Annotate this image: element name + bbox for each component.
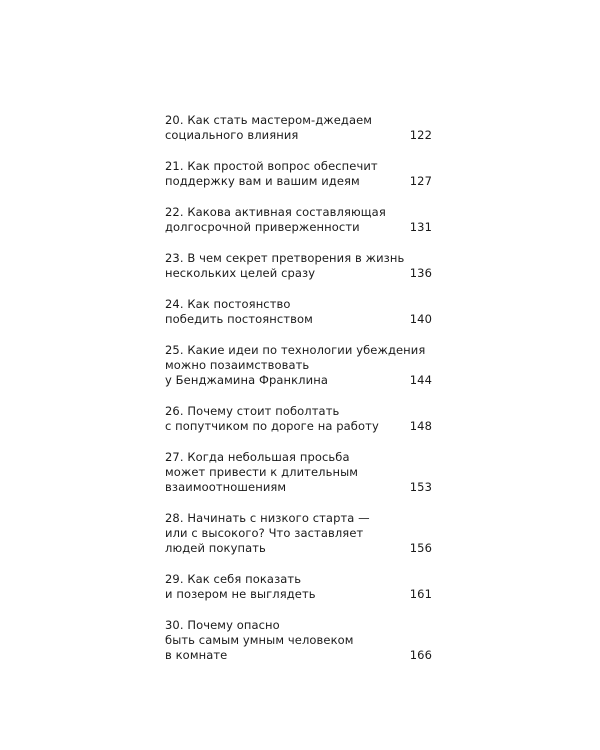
toc-entry-title-line: 23. В чем секрет претворения в жизнь (165, 251, 405, 265)
toc-entry-23 (165, 251, 432, 281)
toc-entry-28 (165, 511, 432, 556)
toc-entry-24 (165, 297, 432, 327)
toc-entry-title-line: в комнате (165, 648, 228, 662)
toc-entry-20 (165, 113, 432, 143)
toc-entry-title-line: 27. Когда небольшая просьба (165, 450, 350, 464)
toc-entry-title-line: или с высокого? Что заставляет (165, 526, 364, 540)
toc-entry-22 (165, 205, 432, 235)
toc-entry-title-line: социального влияния (165, 128, 299, 142)
toc-entry-title-line: 22. Какова активная составляющая (165, 205, 386, 219)
toc-entry-title-line: 24. Как постоянство (165, 297, 291, 311)
toc-entry-title-line: 21. Как простой вопрос обеспечит (165, 159, 378, 173)
toc-page-number: 148 (409, 419, 432, 433)
toc-entry-21 (165, 159, 432, 189)
toc-entry-title-line: нескольких целей сразу (165, 266, 316, 280)
toc-page-number: 156 (409, 541, 432, 555)
toc-entry-title-line: 25. Какие идеи по технологии убеждения (165, 343, 426, 357)
toc-entry-title-line: и позером не выглядеть (165, 587, 316, 601)
toc-entry-title-line: 30. Почему опасно (165, 618, 280, 632)
toc-entry-title-line: 28. Начинать с низкого старта — (165, 511, 370, 525)
toc-page-number: 144 (409, 373, 432, 387)
toc-page-number: 153 (409, 480, 432, 494)
toc-entry-title-line: 29. Как себя показать (165, 572, 302, 586)
toc-page-number: 140 (409, 312, 432, 326)
toc-page-number: 131 (409, 220, 432, 234)
toc-entry-title-line: быть самым умным человеком (165, 633, 354, 647)
toc-entry-title-line: взаимоотношениям (165, 480, 287, 494)
toc-page-number: 166 (409, 648, 432, 662)
toc-entry-title-line: людей покупать (165, 541, 266, 555)
toc-page-number: 161 (409, 587, 432, 601)
toc-entry-26 (165, 404, 432, 434)
toc-page-number: 136 (409, 266, 432, 280)
toc-entry-title-line: долгосрочной приверженности (165, 220, 360, 234)
toc-entry-title-line: с попутчиком по дороге на работу (165, 419, 379, 433)
toc-entry-title-line: может привести к длительным (165, 465, 359, 479)
toc-entry-27 (165, 450, 432, 495)
toc-entry-title-line: победить постоянством (165, 312, 313, 326)
toc-entry-title-line: 26. Почему стоит поболтать (165, 404, 340, 418)
toc-page-number: 122 (409, 128, 432, 142)
toc-entry-title-line: 20. Как стать мастером-джедаем (165, 113, 373, 127)
toc-entry-30 (165, 618, 432, 663)
toc-entry-25 (165, 343, 432, 388)
toc-entry-title-line: у Бенджамина Франклина (165, 373, 328, 387)
toc-entry-title-line: поддержку вам и вашим идеям (165, 174, 360, 188)
toc-entry-title-line: можно позаимствовать (165, 358, 310, 372)
table-of-contents (165, 113, 432, 679)
toc-entry-29 (165, 572, 432, 602)
toc-page-number: 127 (409, 174, 432, 188)
